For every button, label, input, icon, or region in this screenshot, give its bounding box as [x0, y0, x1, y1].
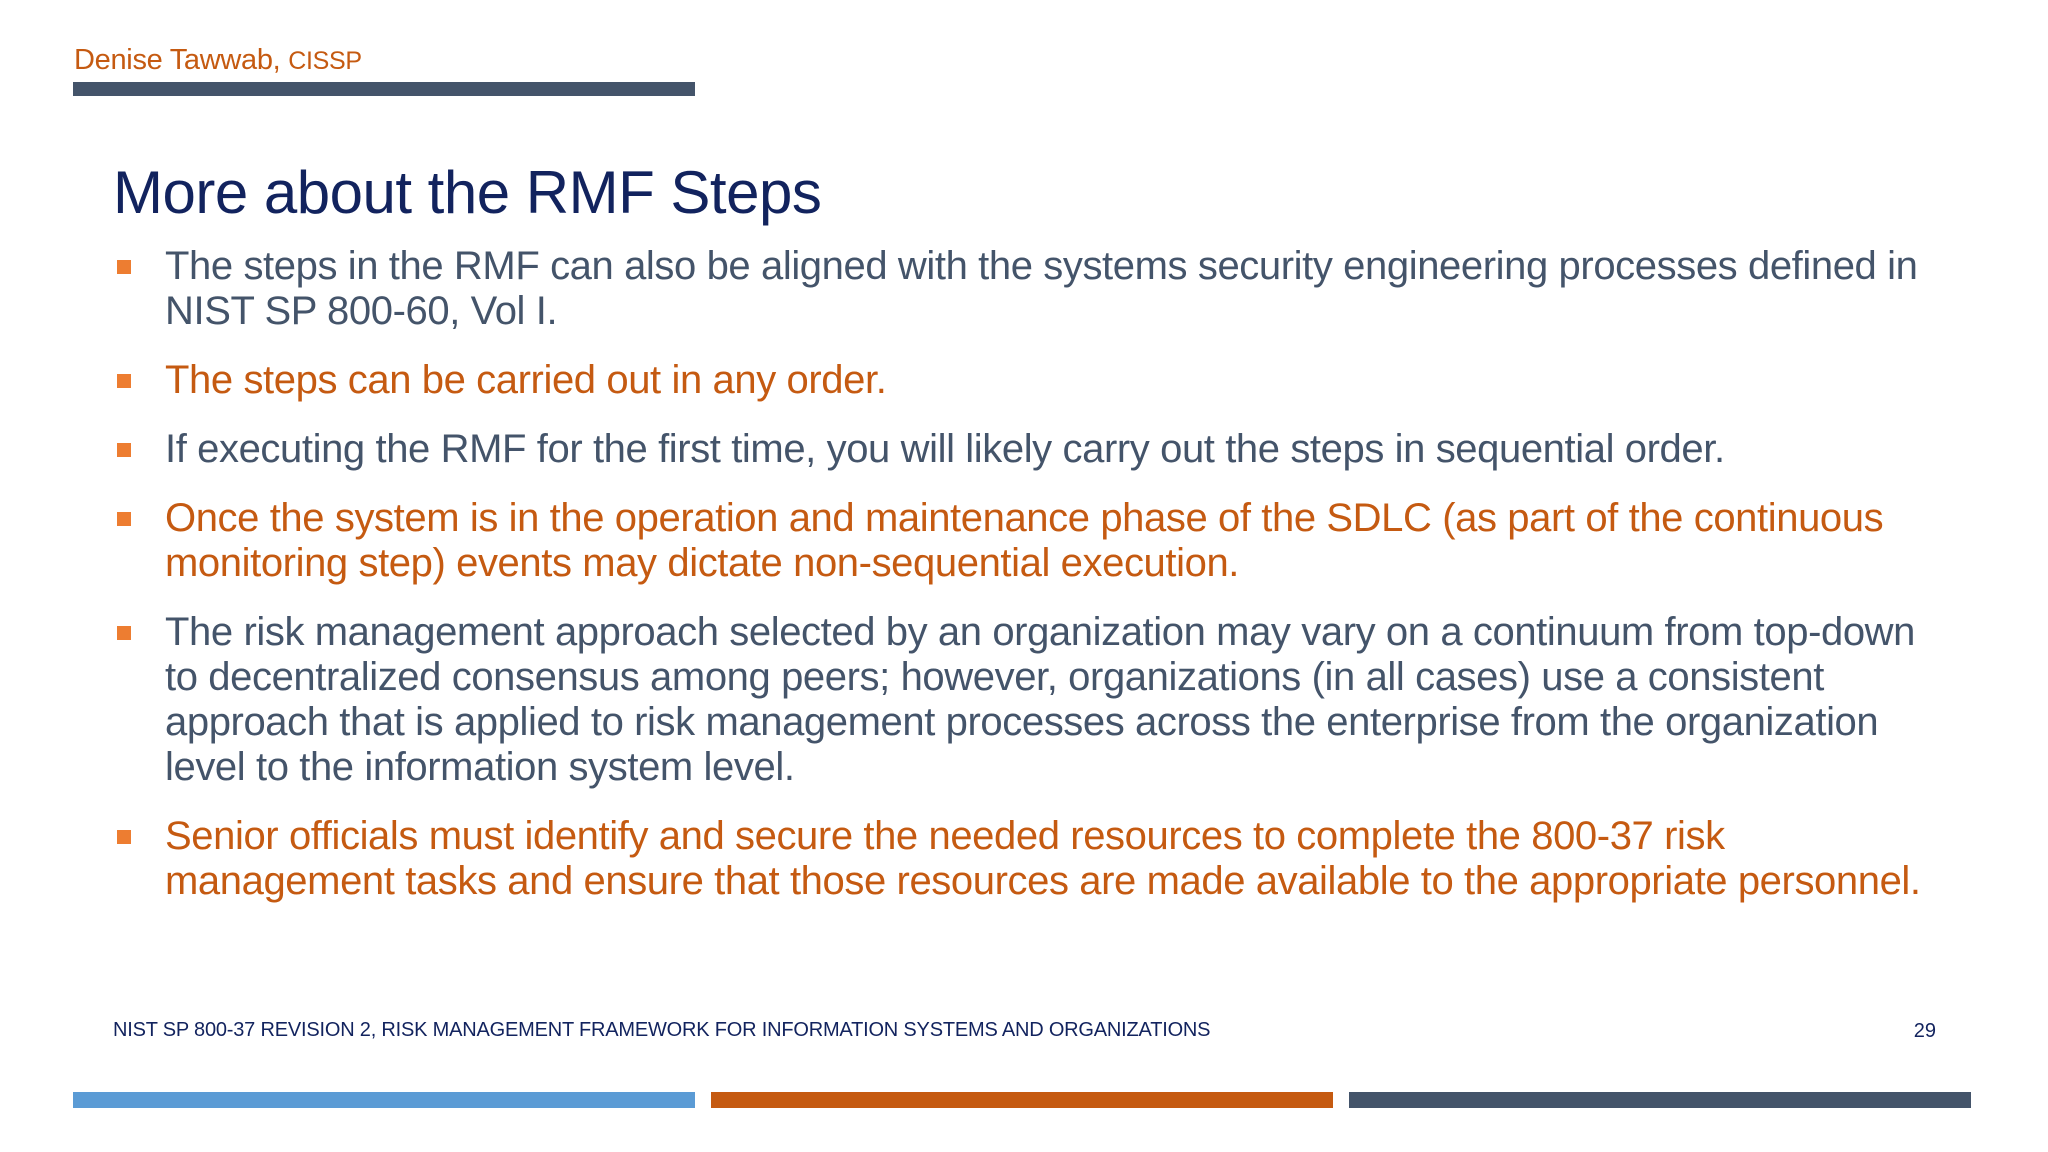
- bullet-item: [113, 496, 1943, 586]
- bullet-list: [113, 244, 1943, 928]
- footer-bar-orange: [711, 1092, 1333, 1108]
- author-label: [74, 44, 362, 77]
- square-bullet-icon: [117, 626, 131, 640]
- bullet-item: [113, 610, 1943, 790]
- square-bullet-icon: [117, 830, 131, 844]
- author-credential: CISSP: [288, 47, 362, 75]
- slide-title: More about the RMF Steps: [113, 159, 822, 226]
- square-bullet-icon: [117, 260, 131, 274]
- bullet-item: [113, 427, 1943, 472]
- bullet-item: [113, 244, 1943, 334]
- bullet-text: Senior officials must identify and secure the needed resources to complete the 800-37 risk management tasks and ensure that those resources are made available to the appropriate personnel.: [165, 814, 1921, 903]
- bullet-text: The steps in the RMF can also be aligned with the systems security engineering processes defined in NIST SP 800-60, Vol I.: [165, 244, 1918, 333]
- footer-bar-blue: [73, 1092, 695, 1108]
- bullet-item: [113, 358, 1943, 403]
- page-number: 29: [1913, 1020, 1936, 1042]
- bullet-text: If executing the RMF for the first time, you will likely carry out the steps in sequential order.: [165, 427, 1725, 471]
- square-bullet-icon: [117, 512, 131, 526]
- bullet-item: [113, 814, 1943, 904]
- author-name: Denise Tawwab,: [74, 44, 281, 76]
- square-bullet-icon: [117, 443, 131, 457]
- footer-source: NIST SP 800-37 REVISION 2, RISK MANAGEMENT FRAMEWORK FOR INFORMATION SYSTEMS AND ORGANIZATIONS: [113, 1019, 1211, 1041]
- footer-bar-dark: [1349, 1092, 1971, 1108]
- header-divider-bar: [73, 82, 695, 96]
- bullet-text: Once the system is in the operation and maintenance phase of the SDLC (as part of the continuous monitoring step) events may dictate non-sequential execution.: [165, 496, 1884, 585]
- square-bullet-icon: [117, 374, 131, 388]
- bullet-text: The steps can be carried out in any order.: [165, 358, 887, 402]
- bullet-text: The risk management approach selected by an organization may vary on a continuum from top-down to decentralized consensus among peers; however, organizations (in all cases) use a consistent approach that is applied to risk management processes across the enterprise from the organization level to the information system level.: [165, 610, 1916, 789]
